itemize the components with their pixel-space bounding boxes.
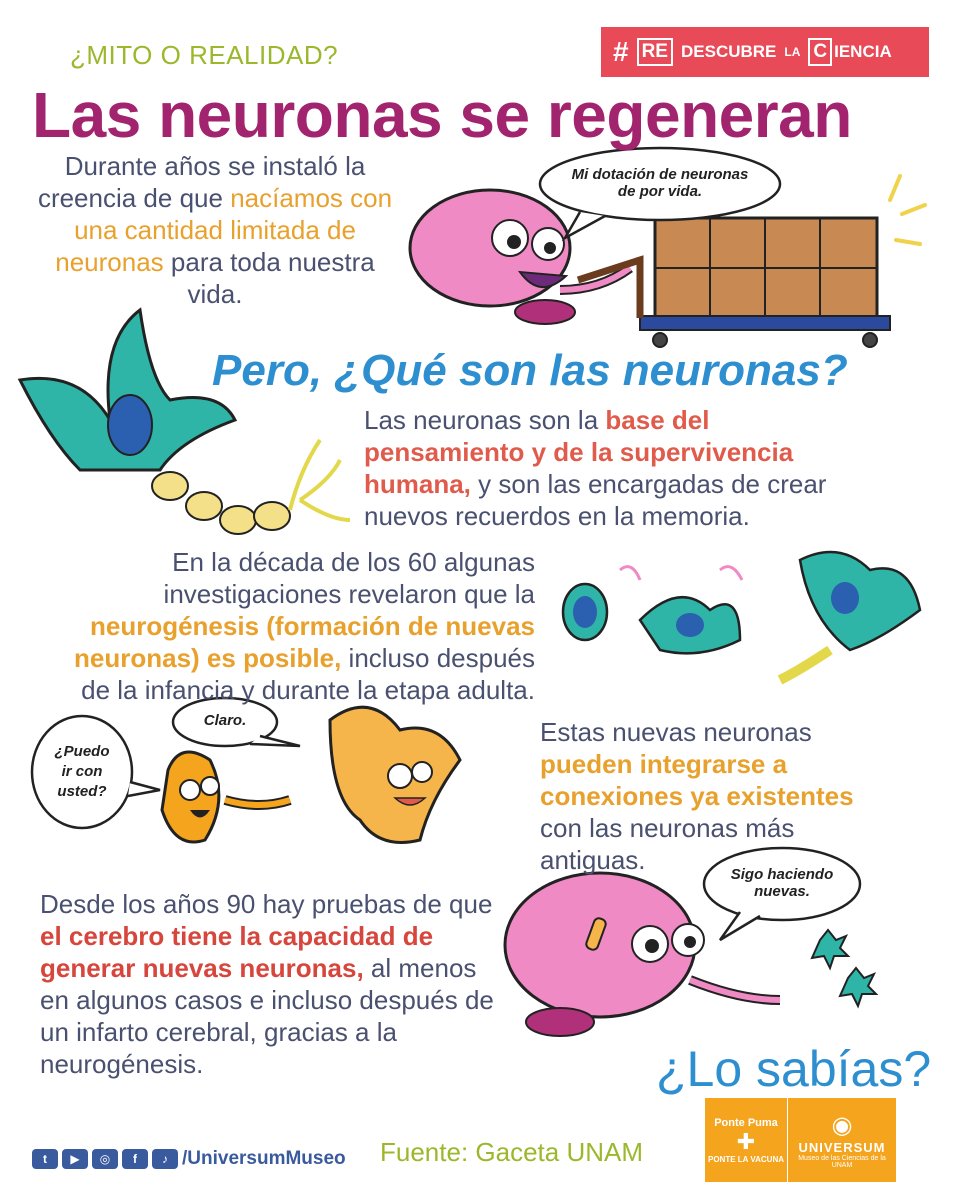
- kicker-label: ¿MITO O REALIDAD?: [70, 40, 339, 70]
- sixties-paragraph: [40, 546, 535, 706]
- nineties-paragraph: [40, 888, 510, 1080]
- speech-text-dotacion: Mi dotación de neuronas de por vida.: [571, 166, 749, 200]
- question-heading: Pero, ¿Qué son las neuronas?: [212, 346, 848, 395]
- sixties-highlight: neurogénesis (formación de nuevas neuronas) es posible,: [74, 611, 535, 673]
- integration-paragraph: [540, 716, 900, 876]
- intro-paragraph: [30, 150, 400, 310]
- syringe-icon: ✚: [736, 1128, 756, 1154]
- speech-text-sigo: Sigo haciendo nuevas.: [730, 866, 834, 900]
- integration-highlight: pueden integrarse a conexiones ya existentes: [540, 749, 854, 811]
- tiktok-icon[interactable]: ♪: [152, 1149, 178, 1169]
- instagram-icon[interactable]: ◎: [92, 1149, 118, 1169]
- sixties-text-1: En la década de los 60 algunas investigaciones revelaron que la: [163, 547, 535, 609]
- universum-eye-icon: ◉: [831, 1112, 853, 1139]
- source-credit: Fuente: Gaceta UNAM: [380, 1137, 643, 1167]
- intro-highlight: nacíamos con una cantidad limitada de neuronas: [55, 183, 393, 277]
- intro-text-1: Durante años se instaló la creencia de que: [37, 151, 366, 213]
- universum-subtitle: Museo de las Ciencias de la UNAM: [798, 1155, 886, 1169]
- page-title: Las neuronas se regeneran: [32, 79, 852, 151]
- c-box: C: [808, 38, 832, 66]
- puma-title: Ponte Puma: [714, 1116, 778, 1129]
- youtube-icon[interactable]: ▶: [62, 1149, 88, 1169]
- definition-text-1: Las neuronas son la: [364, 405, 606, 435]
- twitter-icon[interactable]: t: [32, 1149, 58, 1169]
- universum-logo: [788, 1098, 896, 1182]
- intro-text-2: para toda nuestra vida.: [163, 247, 375, 309]
- sixties-text-2: incluso después de la infancia y durante la etapa adulta.: [81, 643, 535, 705]
- lo-sabias-heading: ¿Lo sabías?: [656, 1041, 932, 1097]
- hashtag-banner: [601, 27, 929, 77]
- facebook-icon[interactable]: f: [122, 1149, 148, 1169]
- la-word: LA: [784, 45, 801, 59]
- speech-text-claro: Claro.: [203, 712, 247, 729]
- iencia-word: IENCIA: [834, 42, 892, 61]
- re-box: RE: [637, 38, 673, 66]
- social-handle[interactable]: /UniversumMuseo: [182, 1148, 346, 1169]
- nineties-text-1: Desde los años 90 hay pruebas de que: [40, 889, 493, 919]
- definition-text-2: y son las encargadas de crear nuevos recuerdos en la memoria.: [364, 469, 827, 531]
- nineties-text-2: al menos en algunos casos e incluso después de un infarto cerebral, gracias a la neurogénesis.: [40, 953, 494, 1079]
- puma-subtitle: PONTE LA VACUNA: [708, 1154, 784, 1164]
- speech-text-puedo: ¿Puedo ir con usted?: [54, 743, 110, 800]
- neurogenesis-sequence-illustration: [563, 552, 920, 680]
- ponte-puma-logo: [705, 1098, 787, 1182]
- definition-paragraph: [364, 404, 864, 532]
- social-links[interactable]: [32, 1148, 346, 1170]
- nineties-highlight: el cerebro tiene la capacidad de generar nuevas neuronas,: [40, 921, 434, 983]
- universum-name: UNIVERSUM: [798, 1140, 886, 1155]
- neuron-illustration: [20, 310, 350, 534]
- integration-text-1: Estas nuevas neuronas: [540, 717, 812, 747]
- integration-text-2: con las neuronas más antiguas.: [540, 813, 795, 875]
- definition-highlight: base del pensamiento y de la supervivencia humana,: [364, 405, 794, 499]
- hash-symbol: #: [613, 36, 629, 67]
- descubre-word: DESCUBRE: [680, 42, 777, 61]
